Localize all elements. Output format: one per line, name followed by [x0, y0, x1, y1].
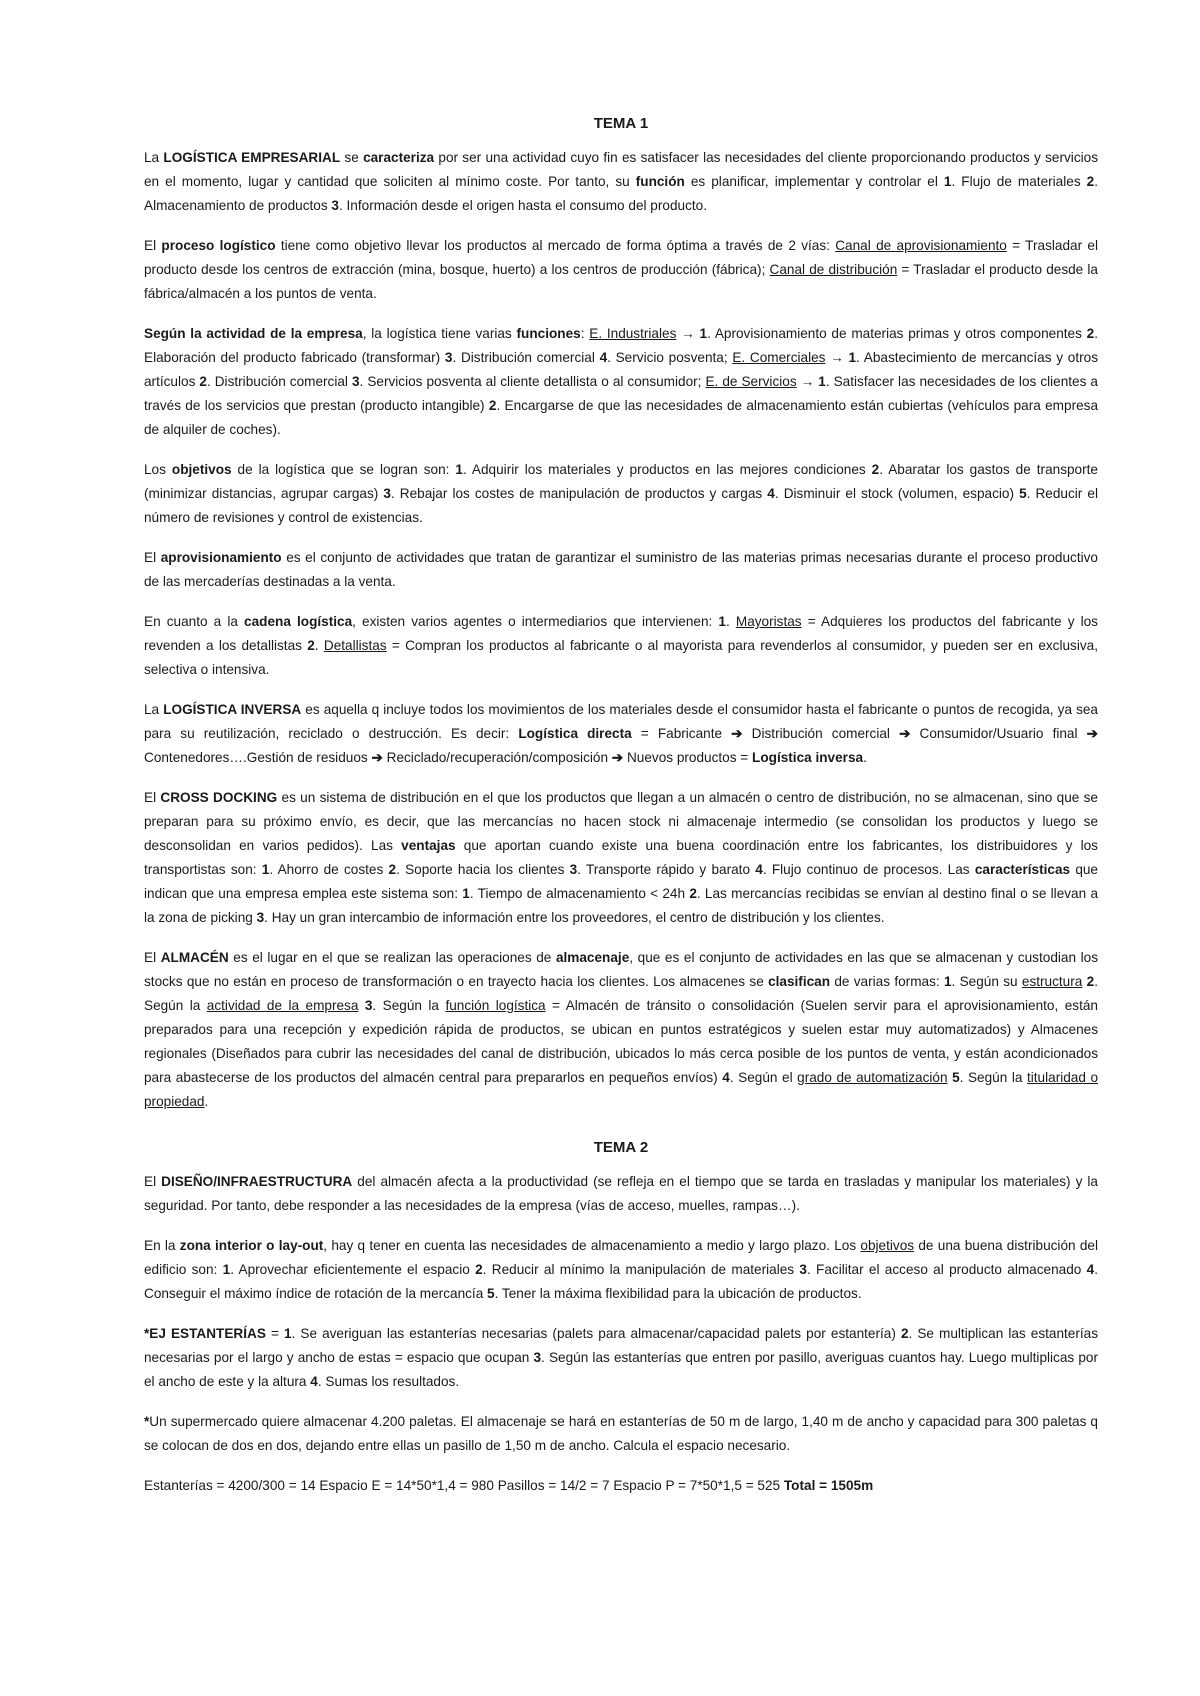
text-run: . Soporte hacia los clientes — [396, 862, 570, 877]
bold-run: Total = 1505m — [783, 1478, 874, 1493]
text-run: El — [144, 790, 161, 805]
bold-run: objetivos — [171, 462, 232, 477]
underlined-run: E. de Servicios — [705, 374, 797, 389]
underlined-run: titularidad o propiedad — [144, 1070, 1099, 1109]
text-run: . Según su — [951, 974, 1022, 989]
text-run: Consumidor/Usuario final — [910, 726, 1087, 741]
bold-run: ➔ — [731, 726, 743, 741]
underlined-run: Canal de aprovisionamiento — [835, 238, 1007, 253]
bold-run: 1 — [943, 174, 952, 189]
bold-run: ➔ — [371, 750, 383, 765]
paragraph-logistica-empresarial — [144, 146, 1098, 218]
bold-run: 2 — [1086, 174, 1095, 189]
text-run: Reciclado/recuperación/composición — [382, 750, 612, 765]
bold-run: ALMACÉN — [160, 950, 229, 965]
bold-run: proceso logístico — [161, 238, 276, 253]
paragraph-cross-docking — [144, 786, 1098, 930]
tema2-heading: TEMA 2 — [593, 1139, 649, 1156]
text-run: El — [144, 550, 161, 565]
bold-run: 5 — [952, 1070, 960, 1085]
bold-run: cadena logística — [244, 614, 353, 629]
text-run: El — [144, 1174, 162, 1189]
text-run: = Compran los productos al fabricante o al mayorista para revenderlos al consumidor, y pueden ser en exclusiva, selectiva o intensiva. — [144, 638, 1099, 677]
text-run: . Distribución comercial — [452, 350, 600, 365]
text-run: : — [580, 326, 590, 341]
underlined-run: E. Industriales — [589, 326, 677, 341]
text-run: . Satisfacer las necesidades de los clientes a través de los servicios que prestan (producto intangible) — [144, 374, 1098, 413]
bold-run: DISEÑO/INFRAESTRUCTURA — [161, 1174, 353, 1189]
text-run: . Según la — [959, 1070, 1027, 1085]
text-run: . Reducir el número de revisiones y control de existencias. — [144, 486, 1098, 525]
text-run: = Adquieres los productos del fabricante y los revenden a los detallistas — [144, 614, 1098, 653]
underlined-run: E. Comerciales — [732, 350, 826, 365]
text-run: Los — [144, 462, 172, 477]
text-run: El — [144, 238, 162, 253]
paragraph-ej-estanterias — [144, 1322, 1098, 1394]
text-run: es un sistema de distribución en el que los productos que llegan a un almacén o centro de distribución, no se almacenan, sino que se preparan para su próximo envío, es decir, que las mercancías no hacen stock ni almacenaje intermedio (se consolidan los productos y luego se desconsolidan en varios pedidos). Las — [144, 790, 1098, 853]
bold-run: 5 — [487, 1286, 495, 1301]
text-run: tiene como objetivo llevar los productos al mercado de forma óptima a través de 2 vías: — [275, 238, 836, 253]
bold-run: 4 — [722, 1070, 730, 1085]
bold-run: 3 — [256, 910, 265, 925]
bold-run: Logística directa — [518, 726, 632, 741]
text-run: del almacén afecta a la productividad (se refleja en el tiempo que se tarda en trasladas y manipular los materiales) y la seguridad. Por tanto, debe responder a las necesidades de la empresa (vías de acceso, muelles, rampas…). — [144, 1174, 1098, 1213]
bold-run: 1 — [462, 886, 470, 901]
text-run: es planificar, implementar y controlar el — [684, 174, 944, 189]
underlined-run: función logística — [445, 998, 546, 1013]
text-run: . Aprovisionamiento de materias primas y otros componentes — [707, 326, 1087, 341]
bold-run: LOGÍSTICA EMPRESARIAL — [163, 150, 341, 165]
text-run: . Flujo de materiales — [951, 174, 1087, 189]
text-run: . Encargarse de que las necesidades de almacenamiento están cubiertas (vehículos para empresa de alquiler de coches). — [144, 398, 1099, 437]
text-run: . — [725, 614, 736, 629]
bold-run: funciones — [516, 326, 581, 341]
text-run: . Tener la máxima flexibilidad para la ubicación de productos. — [494, 1286, 862, 1301]
text-run: . Servicio posventa; — [607, 350, 733, 365]
text-run: La — [144, 150, 164, 165]
document-page — [144, 112, 1098, 1514]
text-run: La — [144, 702, 164, 717]
paragraph-proceso-logistico — [144, 234, 1098, 306]
text-run: Contenedores….Gestión de residuos — [144, 750, 372, 765]
text-run: . Tiempo de almacenamiento < 24h — [469, 886, 690, 901]
text-run: Nuevos productos = — [623, 750, 753, 765]
text-run: . — [314, 638, 324, 653]
bold-run: 4 — [767, 486, 775, 501]
text-run: , que es el conjunto de actividades en las que se almacenan y custodian los stocks que no están en proceso de transformación o en trayecto hacia los clientes. Los almacenes se — [144, 950, 1098, 989]
text-run: es el conjunto de actividades que tratan de garantizar el suministro de las materias primas necesarias durante el proceso productivo de las mercaderías destinadas a la venta. — [144, 550, 1098, 589]
bold-run: 5 — [1019, 486, 1027, 501]
text-run: . — [863, 750, 867, 765]
bold-run: 1 — [718, 614, 726, 629]
text-run: . Adquirir los materiales y productos en las mejores condiciones — [462, 462, 872, 477]
text-run: . Ahorro de costes — [269, 862, 389, 877]
text-run: , hay q tener en cuenta las necesidades de almacenamiento a medio y largo plazo. Los — [323, 1238, 861, 1253]
bold-run: 1 — [699, 326, 708, 341]
text-run: . Se multiplican las estanterías necesarias por el largo y ancho de estas = espacio que ocupan — [144, 1326, 1099, 1365]
bold-run: 3 — [383, 486, 391, 501]
underlined-run: estructura — [1021, 974, 1083, 989]
bold-run: 2 — [1086, 974, 1095, 989]
bold-run: 2 — [900, 1326, 909, 1341]
text-run: . Las mercancías recibidas se envían al destino final o se llevan a la zona de picking — [144, 886, 1098, 925]
paragraph-supermercado — [144, 1410, 1098, 1458]
bold-run: clasifican — [768, 974, 831, 989]
bold-run: 1 — [848, 350, 857, 365]
bold-run: *EJ ESTANTERÍAS — [144, 1326, 266, 1341]
text-run: . Abaratar los gastos de transporte (minimizar distancias, agrupar cargas) — [144, 462, 1098, 501]
paragraph-diseno — [144, 1170, 1098, 1218]
bold-run: características — [974, 862, 1071, 877]
text-run: . Se averiguan las estanterías necesarias (palets para almacenar/capacidad palets por estantería) — [291, 1326, 901, 1341]
text-run: de varias formas: — [830, 974, 944, 989]
text-run: = Trasladar el producto desde los centros de extracción (mina, bosque, huerto) a los centros de producción (fábrica); — [144, 238, 1098, 277]
text-run: . Sumas los resultados. — [317, 1374, 460, 1389]
text-run: Un supermercado quiere almacenar 4.200 paletas. El almacenaje se hará en estanterías de 50 m de largo, 1,40 m de ancho y capacidad para 300 paletas q se colocan de dos en dos, dejando entre ellas un pasillo de 1,50 m de ancho. Calcula el espacio necesario. — [144, 1414, 1098, 1453]
bold-run: Logística inversa — [752, 750, 864, 765]
bold-run: 3 — [364, 998, 373, 1013]
bold-run: 3 — [331, 198, 339, 213]
paragraph-calculo — [144, 1474, 1098, 1498]
text-run: = — [265, 1326, 284, 1341]
text-run: . Información desde el origen hasta el consumo del producto. — [338, 198, 707, 213]
text-run: . Disminuir el stock (volumen, espacio) — [774, 486, 1020, 501]
text-run: . Según la — [144, 974, 1098, 1013]
bold-run: LOGÍSTICA INVERSA — [163, 702, 302, 717]
text-run: . Reducir al mínimo la manipulación de materiales — [482, 1262, 800, 1277]
text-run: = Almacén de tránsito o consolidación (Suelen servir para el aprovisionamiento, están preparados para una recepción y expedición rápida de productos, se ubican en puntos estratégicos y suelen estar muy automatizados) y Almacenes regionales (Diseñados para cubrir las necesidades del canal de distribución, ubicados lo más cerca posible de los puntos de venta, y están acondicionados para abastecerse de los productos del almacén central para prepararlos en pequeños envíos) — [144, 998, 1098, 1085]
bold-run: ventajas — [401, 838, 456, 853]
bold-run: 2 — [1086, 326, 1095, 341]
text-run: , existen varios agentes o intermediarios que intervienen: — [352, 614, 719, 629]
bold-run: ➔ — [611, 750, 624, 765]
text-run: se — [340, 150, 364, 165]
text-run: = Fabricante — [631, 726, 732, 741]
underlined-run: grado de automatización — [797, 1070, 948, 1085]
bold-run: 3 — [533, 1350, 542, 1365]
underlined-run: actividad de la empresa — [206, 998, 359, 1013]
text-run: es el lugar en el que se realizan las operaciones de — [228, 950, 556, 965]
bold-run: 1 — [222, 1262, 231, 1277]
text-run: . Según el — [729, 1070, 798, 1085]
text-run: . Facilitar el acceso al producto almacenado — [806, 1262, 1087, 1277]
text-run: → — [796, 374, 819, 389]
paragraph-objetivos — [144, 458, 1098, 530]
text-run: . Flujo continuo de procesos. Las — [762, 862, 975, 877]
bold-run: 2 — [388, 862, 397, 877]
bold-run: 1 — [455, 462, 463, 477]
text-run: . Transporte rápido y barato — [577, 862, 756, 877]
text-run: . Según la — [372, 998, 446, 1013]
text-run: . Conseguir el máximo índice de rotación de la mercancía — [144, 1262, 1098, 1301]
bold-run: 2 — [475, 1262, 483, 1277]
bold-run: 2 — [488, 398, 497, 413]
text-run: de la logística que se logran son: — [231, 462, 456, 477]
bold-run: 2 — [871, 462, 880, 477]
text-run: → — [825, 350, 849, 365]
tema1-heading: TEMA 1 — [593, 115, 649, 132]
paragraph-cadena-logistica — [144, 610, 1098, 682]
bold-run: 2 — [689, 886, 697, 901]
bold-run: 1 — [283, 1326, 292, 1341]
underlined-run: Mayoristas — [735, 614, 802, 629]
paragraph-aprovisionamiento — [144, 546, 1098, 594]
text-run: El — [144, 950, 161, 965]
text-run: . Elaboración del producto fabricado (transformar) — [144, 326, 1099, 365]
text-run: de una buena distribución del edificio son: — [144, 1238, 1098, 1277]
bold-run: 2 — [307, 638, 315, 653]
text-run: . Distribución comercial — [206, 374, 352, 389]
text-run: . — [204, 1094, 209, 1109]
paragraph-funciones — [144, 322, 1098, 442]
text-run: = Trasladar el producto desde la fábrica/almacén a los puntos de venta. — [144, 262, 1098, 301]
text-run: . Abastecimiento de mercancías y otros artículos — [144, 350, 1098, 389]
bold-run: Según la actividad de la empresa — [144, 326, 363, 341]
text-run: . Servicios posventa al cliente detallista o al consumidor; — [359, 374, 706, 389]
text-run: . Según las estanterías que entren por pasillo, averiguas cuantos hay. Luego multiplicas por el ancho de este y la altura — [144, 1350, 1098, 1389]
bold-run: 1 — [261, 862, 270, 877]
bold-run: 1 — [818, 374, 826, 389]
bold-run: 4 — [310, 1374, 318, 1389]
text-run: Estanterías = 4200/300 = 14 Espacio E = 14*50*1,4 = 980 Pasillos = 14/2 = 7 Espacio P = 7*50*1,5 = 525 — [144, 1478, 784, 1493]
text-run: En cuanto a la — [144, 614, 245, 629]
bold-run: almacenaje — [555, 950, 630, 965]
bold-run: 1 — [943, 974, 952, 989]
text-run: En la — [144, 1238, 180, 1253]
bold-run: * — [144, 1414, 150, 1429]
bold-run: zona interior o lay-out — [179, 1238, 324, 1253]
bold-run: 3 — [799, 1262, 807, 1277]
bold-run: 4 — [599, 350, 608, 365]
text-run: Distribución comercial — [742, 726, 900, 741]
bold-run: 3 — [444, 350, 453, 365]
bold-run: función — [635, 174, 685, 189]
text-run: . Rebajar los costes de manipulación de productos y cargas — [390, 486, 768, 501]
bold-run: 2 — [199, 374, 207, 389]
underlined-run: objetivos — [860, 1238, 915, 1253]
text-run: . Hay un gran intercambio de información entre los proveedores, el centro de distribución y los clientes. — [264, 910, 885, 925]
paragraph-almacen — [144, 946, 1098, 1114]
underlined-run: Detallistas — [323, 638, 387, 653]
underlined-run: Canal de distribución — [769, 262, 898, 277]
text-run: . Almacenamiento de productos — [144, 174, 1098, 213]
text-run: es aquella q incluye todos los movimientos de los materiales desde el consumidor hasta el fabricante o puntos de recogida, ya sea para su reutilización, reciclado o destrucción. Es decir: — [144, 702, 1098, 741]
paragraph-lay-out — [144, 1234, 1098, 1306]
bold-run: caracteriza — [363, 150, 435, 165]
text-run: , la logística tiene varias — [362, 326, 517, 341]
bold-run: 4 — [755, 862, 763, 877]
bold-run: CROSS DOCKING — [160, 790, 278, 805]
text-run: → — [676, 326, 700, 341]
bold-run: 3 — [569, 862, 578, 877]
text-run: que aportan cuando existe una buena coordinación entre los fabricantes, los distribuidores y los transportistas son: — [144, 838, 1098, 877]
paragraph-logistica-inversa — [144, 698, 1098, 770]
text-run: . Aprovechar eficientemente el espacio — [230, 1262, 476, 1277]
bold-run: 3 — [351, 374, 360, 389]
text-run: que indican que una empresa emplea este sistema son: — [144, 862, 1098, 901]
bold-run: ➔ — [899, 726, 911, 741]
bold-run: aprovisionamiento — [160, 550, 282, 565]
bold-run: 4 — [1086, 1262, 1095, 1277]
text-run: por ser una actividad cuyo fin es satisfacer las necesidades del cliente proporcionando productos y servicios en el momento, lugar y cantidad que soliciten al mínimo coste. Por tanto, su — [144, 150, 1098, 189]
bold-run: ➔ — [1086, 726, 1098, 741]
